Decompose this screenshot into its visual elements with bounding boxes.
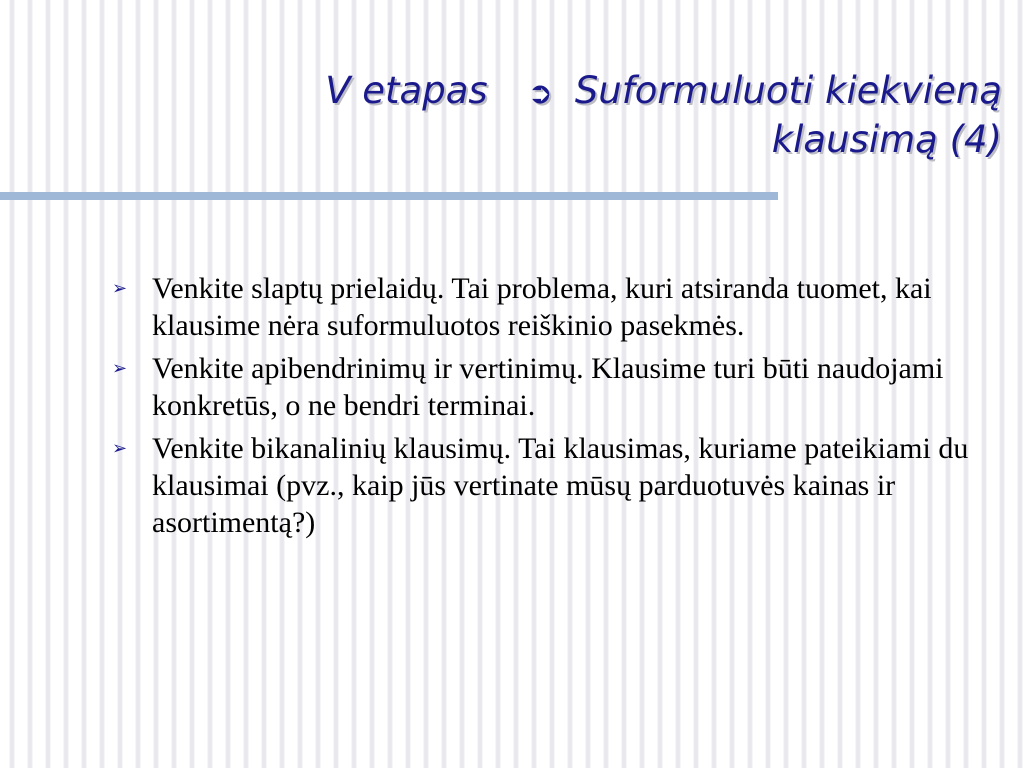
bullet-item — [112, 350, 1012, 424]
title-text-line2: klausimą (4) — [771, 118, 1002, 161]
title-stage: V etapas — [325, 69, 488, 112]
bullet-text: Venkite apibendrinimų ir vertinimų. Klausime turi būti naudojami konkretūs, o ne bendri terminai. — [152, 352, 944, 422]
title-divider — [0, 192, 778, 200]
arrow-icon: ➲ — [527, 76, 553, 111]
arrowhead-bullet-icon: ➢ — [112, 278, 128, 299]
slide-title — [102, 68, 1002, 163]
arrowhead-bullet-icon: ➢ — [112, 438, 128, 459]
bullet-text: Venkite bikanalinių klausimų. Tai klausimas, kuriame pateikiami du klausimai (pvz., kaip jūs vertinate mūsų parduotuvės kainas ir asortimentą?) — [152, 432, 969, 539]
arrowhead-bullet-icon: ➢ — [112, 358, 128, 379]
bullet-item — [112, 270, 1012, 344]
bullet-item — [112, 430, 1012, 541]
bullet-text: Venkite slaptų prielaidų. Tai problema, kuri atsiranda tuomet, kai klausime nėra suformuluotos reiškinio pasekmės. — [152, 272, 932, 342]
bullet-list — [112, 270, 1012, 547]
title-text: Suformuluoti kiekvieną — [574, 69, 1002, 112]
